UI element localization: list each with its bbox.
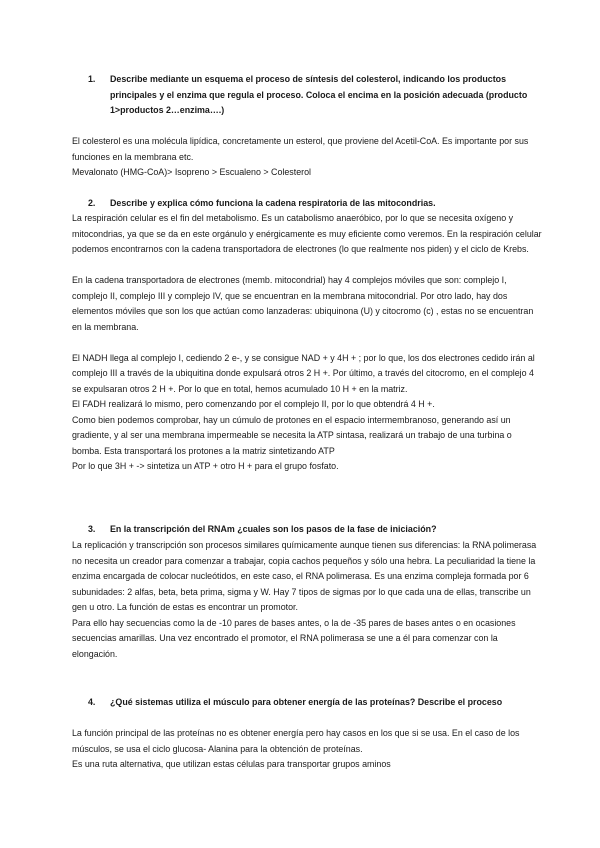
answer-2-paragraph-2: En la cadena transportadora de electrones (memb. mitocondrial) hay 4 complejos móviles que son: complejo I, complejo II, complejo III y complejo IV, que se encuentran en la membrana mitocondrial. Por otro lado, hay dos elementos móviles que son los que actúan como lanzaderas: ubiquinona (U) y citocromo (c) , estas no se encuentran en la membrana.	[72, 275, 534, 332]
answer-2-paragraph-4: El FADH realizará lo mismo, pero comenzando por el complejo II, por lo que obtendrá 4 H +.	[72, 399, 435, 409]
answer-2-paragraph-6: Por lo que 3H + -> sintetiza un ATP + otro H + para el grupo fosfato.	[72, 461, 339, 471]
question-2-heading	[88, 196, 528, 212]
answer-3-paragraph-1: La replicación y transcripción son procesos similares químicamente aunque tienen sus diferencias: la RNA polimerasa no necesita un creador para comenzar a trabajar, copia cachos pequeños y sólo una hebra. La peculiaridad la tiene la enzima encargada de colocar nucleótidos, en este caso, el RNA polimerasa. Es una enzima compleja formada por 6 subunidades: 2 alfas, beta, beta prima, sigma y W. Hay 7 tipos de sigmas por lo que cada una de ellas, transcribe un gen u otro. La función de estas es encontrar un promotor.	[72, 540, 537, 612]
answer-4-paragraph-1: La función principal de las proteínas no es obtener energía pero hay casos en los que si se usa. En el caso de los músculos, se usa el ciclo glucosa- Alanina para la obtención de proteínas.	[72, 728, 520, 754]
answer-1-paragraph-2: Mevalonato (HMG-CoA)> Isopreno > Escualeno > Colesterol	[72, 167, 312, 177]
answer-1	[72, 134, 542, 181]
question-1-text: Describe mediante un esquema el proceso de síntesis del colesterol, indicando los productos principales y el enzima que regula el proceso. Coloca el encima en la posición adecuada (producto 1>productos 2…enzima….)	[110, 74, 528, 115]
answer-2-paragraph-5: Como bien podemos comprobar, hay un cúmulo de protones en el espacio intermembranoso, generando así un gradiente, y al ser una membrana impermeable se necesita la ATP sintasa, realizará un trabajo de una turbina o bomba. Esta transportará los protones a la matriz sintetizando ATP	[72, 414, 512, 456]
answer-2	[72, 211, 542, 475]
question-2-text: Describe y explica cómo funciona la cadena respiratoria de las mitocondrias.	[110, 198, 436, 208]
answer-4-paragraph-2: Es una ruta alternativa, que utilizan estas células para transportar grupos aminos	[72, 759, 391, 769]
question-4-heading	[88, 695, 528, 711]
question-4-text: ¿Qué sistemas utiliza el músculo para obtener energía de las proteínas? Describe el proceso	[110, 697, 503, 707]
answer-3-paragraph-2: Para ello hay secuencias como la de -10 pares de bases antes, o la de -35 pares de bases antes o en ocasiones secuencias amarillas. Una vez encontrado el promotor, el RNA polimerasa se une a él para comenzar con la elongación.	[72, 617, 516, 659]
answer-2-paragraph-3: El NADH llega al complejo I, cediendo 2 e-, y se consigue NAD + y 4H + ; por lo que, los dos electrones cedido irán al complejo III a través de la ubiquitina donde expulsará otros 2 H +. Por último, a través del citocromo, en el complejo 4 se expulsaran otros 2 H +. Por lo que en total, hemos acumulado 10 H + en la matriz.	[72, 352, 535, 394]
answer-4	[72, 726, 542, 773]
question-3-text: En la transcripción del RNAm ¿cuales son los pasos de la fase de iniciación?	[110, 524, 437, 534]
answer-3	[72, 538, 542, 662]
answer-2-paragraph-1: La respiración celular es el fin del metabolismo. Es un catabolismo anaeróbico, por lo que se necesita oxígeno y mitocondrias, ya que se da en este orgánulo y enérgicamente es muy eficiente como veremos. En la respiración celular podemos encontrarnos con la cadena transportadora de electrones (lo que realmente nos piden) y el ciclo de Krebs.	[72, 213, 542, 254]
answer-1-paragraph-1: El colesterol es una molécula lipídica, concretamente un esterol, que proviene del Acetil-CoA. Es importante por sus funciones en la membrana etc.	[72, 136, 529, 162]
question-2-number: 2.	[88, 198, 96, 208]
question-3-heading	[88, 522, 528, 538]
question-1-number: 1.	[88, 74, 96, 84]
question-3-number: 3.	[88, 524, 96, 534]
question-1-heading	[88, 72, 528, 119]
question-4-number: 4.	[88, 697, 96, 707]
